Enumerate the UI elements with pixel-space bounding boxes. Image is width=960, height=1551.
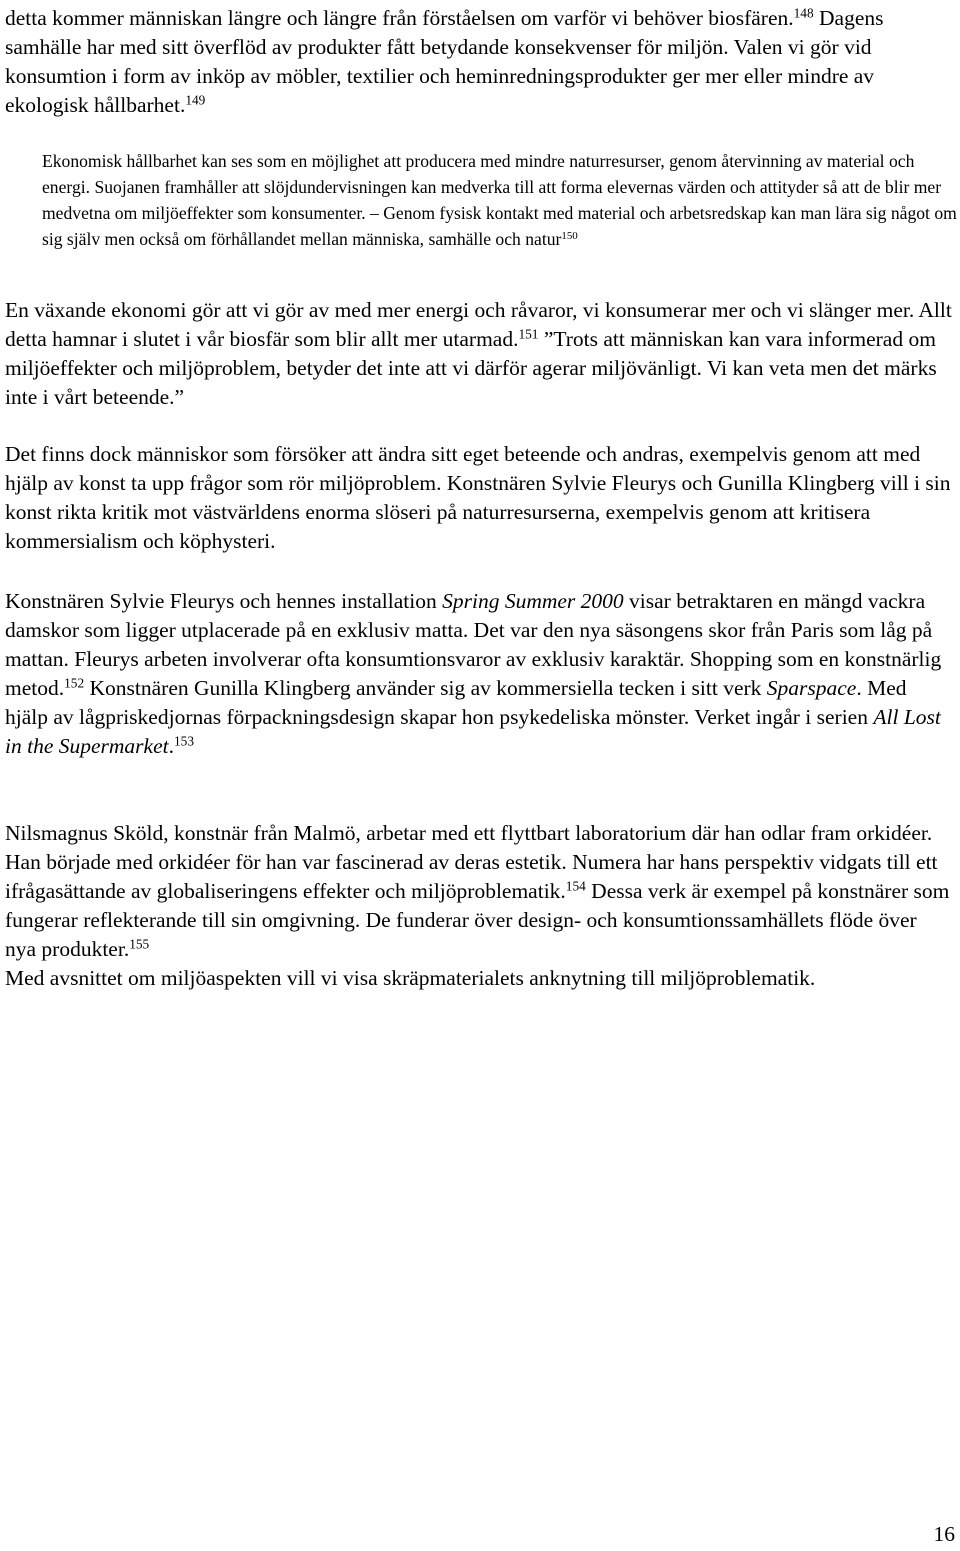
paragraph-text: Nilsmagnus Sköld, konstnär från Malmö, arbetar med ett flyttbart laboratorium där han odlar fram orkidéer. Han började med orkidéer för han var fascinerad av deras estetik. Numera har hans perspektiv vidgats till ett ifrågasättande av globaliseringens effekter och miljöproblematik. [5, 821, 938, 903]
footnote-ref-153[interactable]: 153 [173, 733, 194, 749]
paragraph-art-critique [5, 440, 953, 556]
paragraph-text: Dagens samhälle har med sitt överflöd av produkter fått betydande konsekvenser för miljön. Valen vi gör vid konsumtion i form av inköp av möbler, textilier och heminredningsprodukter ger mer eller mindre av ekologisk hållbarhet. [5, 6, 884, 117]
paragraph-biosphere [5, 4, 953, 120]
quote-text: Ekonomisk hållbarhet kan ses som en möjlighet att producera med mindre naturresurser, genom återvinning av material och energi. Suojanen framhåller att slöjdundervisningen kan medverka till att forma elevernas värden och attityder så att de blir mer medvetna om miljöeffekter som konsumenter. – Genom fysisk kontakt med material och arbetsredskap kan man lära sig något om sig själv men också om förhållandet mellan människa, samhälle och natur [42, 151, 957, 249]
paragraph-conclusion [5, 964, 815, 993]
footnote-ref-152[interactable]: 152 [64, 675, 85, 691]
footnote-ref-150[interactable]: 150 [561, 230, 578, 242]
footnote-ref-149[interactable]: 149 [185, 92, 206, 108]
footnote-ref-151[interactable]: 151 [518, 326, 539, 342]
paragraph-fleury-klingberg [5, 587, 953, 761]
footnote-ref-148[interactable]: 148 [793, 5, 814, 21]
artwork-title-sparspace: Sparspace [766, 676, 857, 700]
paragraph-text: . Med hjälp av lågpriskedjornas förpackningsdesign skapar hon psykedeliska mönster. Verket ingår i serien [5, 676, 907, 729]
paragraph-text: visar betraktaren en mängd vackra damskor som ligger utplacerade på en exklusiv matta. Det var den nya säsongens skor från Paris som låg på mattan. Fleurys arbeten involverar ofta konsumtionsvaror av exklusiv karaktär. Shopping som en konstnärlig metod. [5, 589, 942, 700]
paragraph-skold [5, 819, 953, 964]
paragraph-text: ”Trots att människan kan vara informerad om miljöeffekter och miljöproblem, betyder det inte att vi därför agerar miljövänligt. Vi kan veta men det märks inte i vårt beteende.” [5, 327, 937, 409]
paragraph-text: Det finns dock människor som försöker att ändra sitt eget beteende och andras, exempelvis genom att med hjälp av konst ta upp frågor som rör miljöproblem. Konstnären Sylvie Fleurys och Gunilla Klingberg vill i sin konst rikta kritik mot västvärldens enorma slöseri på naturresurserna, exempelvis genom att kritisera kommersialism och köphysteri. [5, 442, 951, 553]
paragraph-text: En växande ekonomi gör att vi gör av med mer energi och råvaror, vi konsumerar mer och vi slänger mer. Allt detta hamnar i slutet i vår biosfär som blir allt mer utarmad. [5, 298, 952, 351]
page-number: 16 [933, 1522, 955, 1546]
paragraph-growing-economy [5, 296, 953, 412]
artwork-title-spring-summer: Spring Summer 2000 [442, 589, 624, 613]
series-title-all-lost: All Lost in the Supermarket [5, 705, 941, 758]
paragraph-text: Konstnären Sylvie Fleurys och hennes installation [5, 589, 443, 613]
paragraph-text: detta kommer människan längre och längre från förståelsen om varför vi behöver biosfären. [5, 6, 794, 30]
paragraph-text: Dessa verk är exempel på konstnärer som fungerar reflekterande till sin omgivning. De funderar över design- och konsumtionssamhällets flöde över nya produkter. [5, 879, 950, 961]
paragraph-text: Med avsnittet om miljöaspekten vill vi visa skräpmaterialets anknytning till miljöproblematik. [5, 966, 816, 990]
paragraph-text: . [168, 734, 174, 758]
paragraph-text: Konstnären Gunilla Klingberg använder sig av kommersiella tecken i sitt verk [84, 676, 767, 700]
footnote-ref-154[interactable]: 154 [565, 878, 586, 894]
block-quote-sustainability [42, 148, 957, 252]
footnote-ref-155[interactable]: 155 [129, 936, 150, 952]
